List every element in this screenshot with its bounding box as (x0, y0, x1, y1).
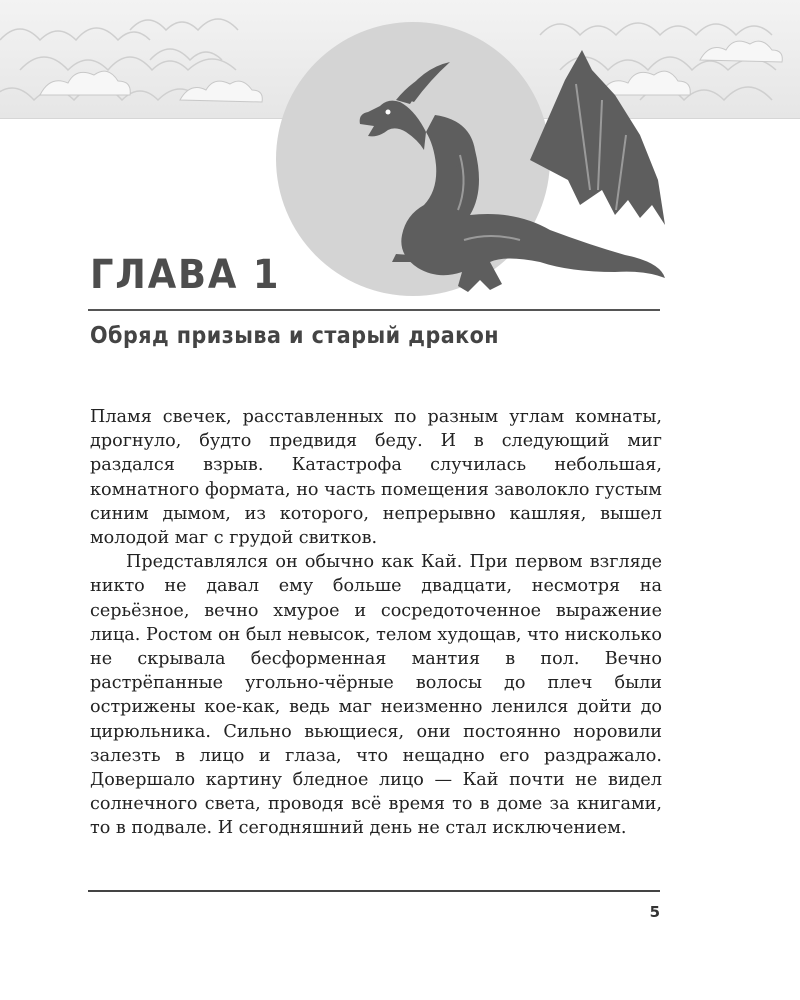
paragraph: Пламя свечек, расставленных по разным углам комнаты, дрогнуло, будто предвидя беду. И в следующий миг раздался взрыв. Катастрофа случилась небольшая, комнатного формата, но часть помещения заволокло густым синим дымом, из которого, непрерывно кашляя, вышел молодой маг с грудой свитков. (90, 407, 662, 549)
page-number: 5 (649, 903, 660, 921)
footer-divider (88, 890, 660, 892)
chapter-title: ГЛАВА 1 (90, 252, 281, 298)
chapter-subtitle: Обряд призыва и старый дракон (90, 323, 500, 349)
dragon-icon (340, 40, 675, 302)
paragraph: Представлялся он обычно как Кай. При первом взгляде никто не давал ему больше двадцати, несмотря на серьёзное, вечно хмурое и сосредоточенное выражение лица. Ростом он был невысок, телом худощав, что нисколько не скрывала бесформенная мантия в пол. Вечно растрёпанные угольно-чёрные волосы до плеч были острижены кое-как, ведь маг неизменно ленился дойти до цирюльника. Сильно вьющиеся, они постоянно норовили залезть в лицо и глаза, что нещадно его раздражало. Довершало картину бледное лицо — Кай почти не видел солнечного света, проводя всё время то в доме за книгами, то в подвале. И сегодняшний день не стал исключением. (90, 552, 662, 839)
body-text (90, 405, 662, 841)
title-divider (88, 309, 660, 311)
